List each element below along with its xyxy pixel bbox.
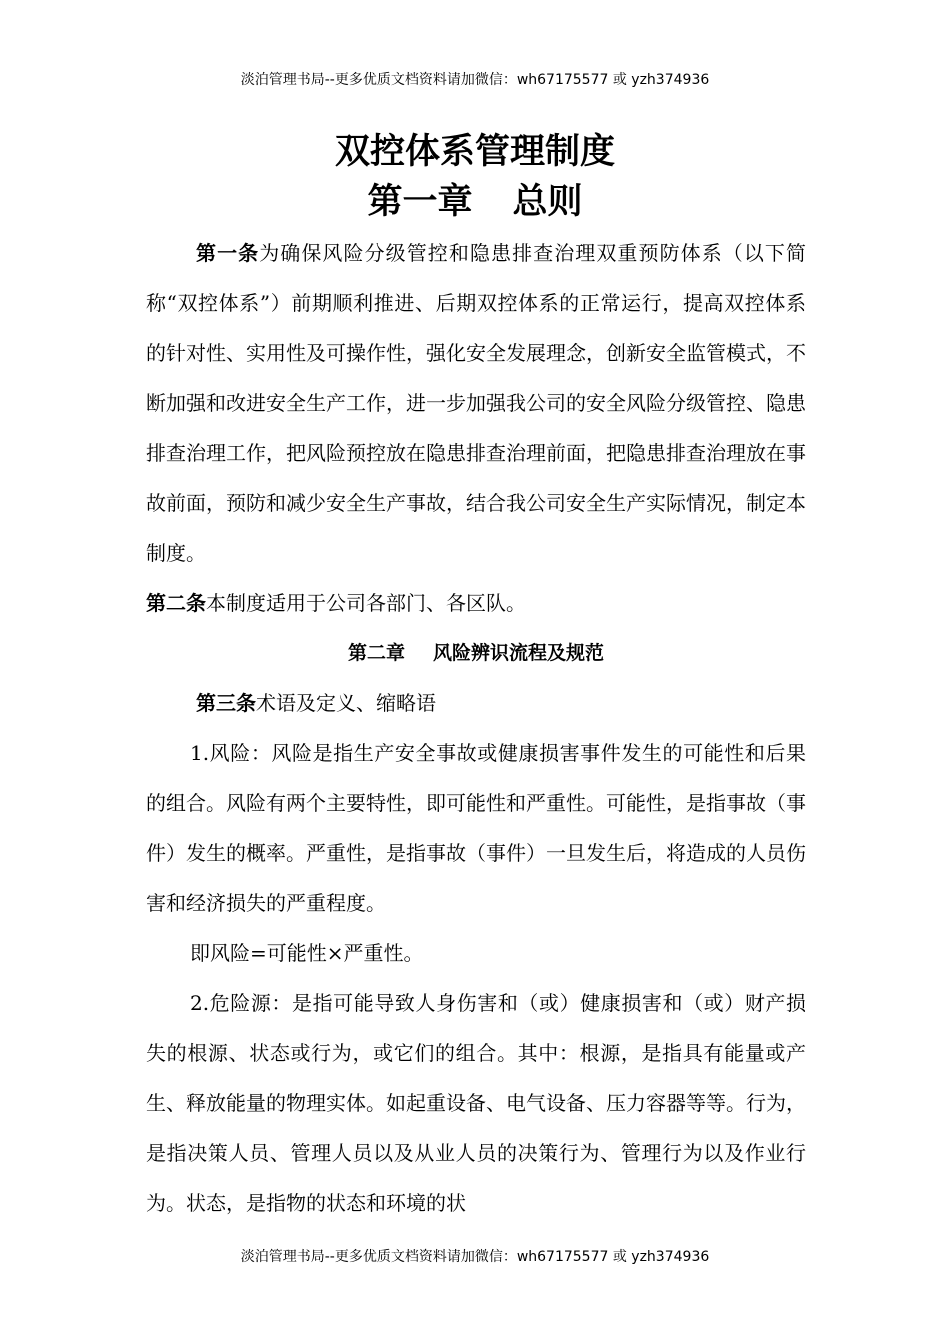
page-header: 淡泊管理书局--更多优质文档资料请加微信：wh67175577 或 yzh374936 xyxy=(240,72,710,88)
article-two-label: 第二条 xyxy=(146,591,206,615)
article-one-label: 第一条 xyxy=(196,241,260,265)
chapter-two-label: 第二章 xyxy=(347,642,405,664)
document-body xyxy=(146,228,806,1228)
article-two xyxy=(146,578,806,628)
page-footer: 淡泊管理书局--更多优质文档资料请加微信：wh67175577 或 yzh374936 xyxy=(240,1249,710,1265)
chapter-two-name: 风险辨识流程及规范 xyxy=(433,642,605,664)
chapter-one-heading xyxy=(0,182,950,222)
hazard-definition-paragraph: 2.危险源：是指可能导致人身伤害和（或）健康损害和（或）财产损失的根源、状态或行为，或它们的组合。其中：根源，是指具有能量或产生、释放能量的物理实体。如起重设备、电气设备、压力容器等等。行为，是指决策人员、管理人员以及从业人员的决策行为、管理行为以及作业行为。状态，是指物的状态和环境的状 xyxy=(146,991,806,1215)
article-one xyxy=(146,228,806,578)
risk-definition-paragraph: 1.风险：风险是指生产安全事故或健康损害事件发生的可能性和后果的组合。风险有两个主要特性，即可能性和严重性。可能性，是指事故（事件）发生的概率。严重性，是指事故（事件）一旦发生后，将造成的人员伤害和经济损失的严重程度。 xyxy=(146,741,806,915)
chapter-one-label: 第一章 xyxy=(367,182,473,222)
article-three-label: 第三条 xyxy=(196,691,256,715)
chapter-one-name: 总则 xyxy=(512,182,583,222)
document-title: 双控体系管理制度 xyxy=(334,132,615,172)
article-two-text: 本制度适用于公司各部门、各区队。 xyxy=(206,591,526,615)
article-three xyxy=(146,678,806,728)
risk-formula-paragraph: 即风险=可能性×严重性。 xyxy=(190,941,424,965)
chapter-two-heading xyxy=(146,628,806,678)
article-one-text: 为确保风险分级管控和隐患排查治理双重预防体系（以下简称“双控体系”）前期顺利推进、后期双控体系的正常运行，提高双控体系的针对性、实用性及可操作性，强化安全发展理念，创新安全监管模式，不断加强和改进安全生产工作，进一步加强我公司的安全风险分级管控、隐患排查治理工作，把风险预控放在隐患排查治理前面，把隐患排查治理放在事故前面，预防和减少安全生产事故，结合我公司安全生产实际情况，制定本制度。 xyxy=(146,241,807,565)
article-three-text: 术语及定义、缩略语 xyxy=(256,691,436,715)
